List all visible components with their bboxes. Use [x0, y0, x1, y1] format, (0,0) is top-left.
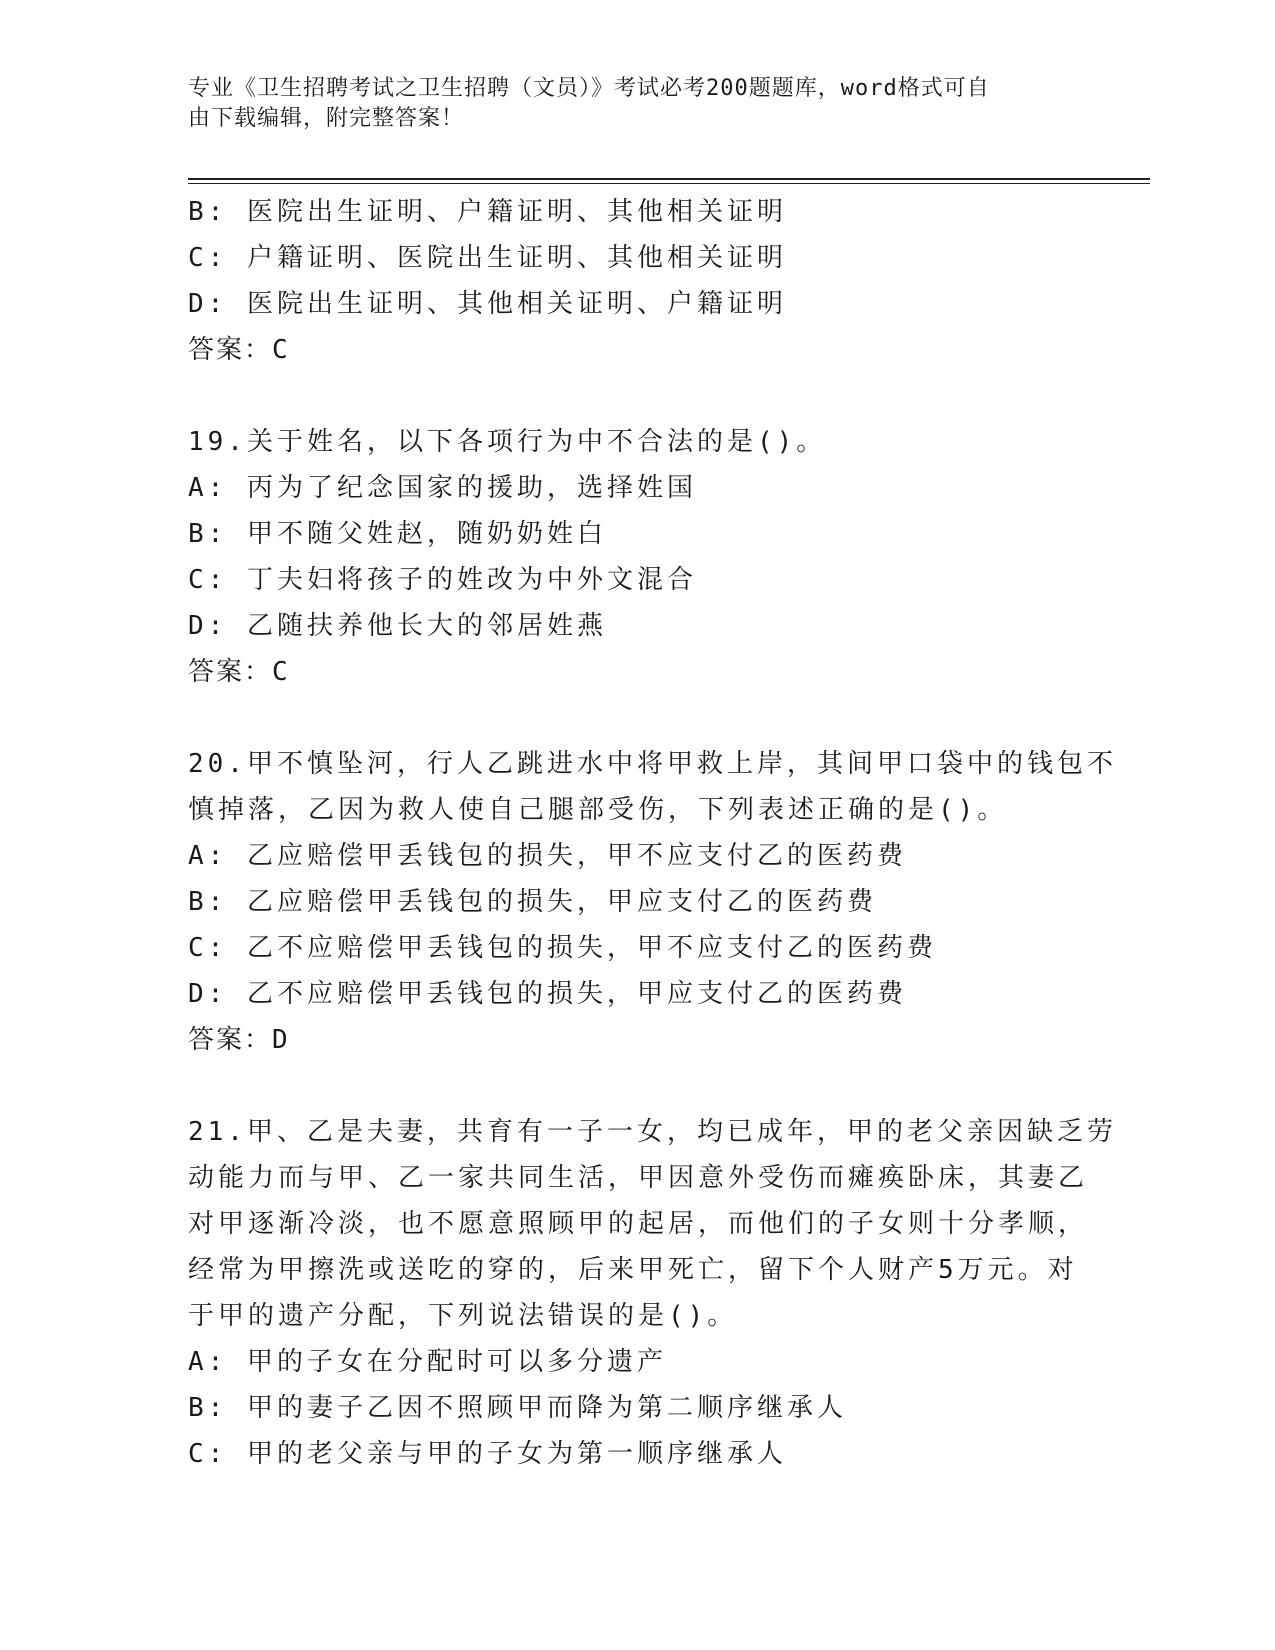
question-stem-line: 对甲逐渐冷淡，也不愿意照顾甲的起居，而他们的子女则十分孝顺，	[188, 1209, 1089, 1239]
option-c: C: 丁夫妇将孩子的姓改为中外文混合	[188, 565, 697, 595]
option-a: A: 甲的子女在分配时可以多分遗产	[188, 1347, 667, 1377]
header-line-2: 由下载编辑，附完整答案！	[188, 106, 465, 131]
header-rule-thin	[188, 183, 1150, 184]
question-18-tail	[188, 189, 1088, 373]
question-stem-line: 动能力而与甲、乙一家共同生活，甲因意外受伤而瘫痪卧床，其妻乙	[188, 1163, 1089, 1193]
document-header	[188, 74, 1088, 134]
question-stem-line: 于甲的遗产分配，下列说法错误的是()。	[188, 1301, 738, 1331]
question-21	[188, 1109, 1117, 1477]
question-19	[188, 419, 1088, 695]
answer-label: 答案：C	[188, 335, 290, 365]
answer-label: 答案：D	[188, 1025, 290, 1055]
option-b: B: 医院出生证明、户籍证明、其他相关证明	[188, 197, 787, 227]
question-stem-line: 19.关于姓名，以下各项行为中不合法的是()。	[188, 427, 827, 457]
answer-label: 答案：C	[188, 657, 290, 687]
option-b: B: 甲的妻子乙因不照顾甲而降为第二顺序继承人	[188, 1393, 847, 1423]
option-c: C: 乙不应赔偿甲丢钱包的损失，甲不应支付乙的医药费	[188, 933, 937, 963]
question-20	[188, 741, 1117, 1063]
option-a: A: 丙为了纪念国家的援助，选择姓国	[188, 473, 697, 503]
option-d: D: 乙不应赔偿甲丢钱包的损失，甲应支付乙的医药费	[188, 979, 907, 1009]
document-body	[188, 189, 1117, 1477]
question-stem-line: 20.甲不慎坠河，行人乙跳进水中将甲救上岸，其间甲口袋中的钱包不	[188, 749, 1117, 779]
option-b: B: 甲不随父姓赵，随奶奶姓白	[188, 519, 607, 549]
header-rule-thick	[188, 178, 1150, 180]
option-b: B: 乙应赔偿甲丢钱包的损失，甲应支付乙的医药费	[188, 887, 877, 917]
option-c: C: 户籍证明、医院出生证明、其他相关证明	[188, 243, 787, 273]
option-d: D: 乙随扶养他长大的邻居姓燕	[188, 611, 607, 641]
option-a: A: 乙应赔偿甲丢钱包的损失，甲不应支付乙的医药费	[188, 841, 907, 871]
option-d: D: 医院出生证明、其他相关证明、户籍证明	[188, 289, 787, 319]
question-stem-line: 经常为甲擦洗或送吃的穿的，后来甲死亡，留下个人财产5万元。对	[188, 1255, 1078, 1285]
question-stem-line: 慎掉落，乙因为救人使自己腿部受伤，下列表述正确的是()。	[188, 795, 1008, 825]
option-c: C: 甲的老父亲与甲的子女为第一顺序继承人	[188, 1439, 787, 1469]
header-line-1: 专业《卫生招聘考试之卫生招聘（文员）》考试必考200题题库，word格式可自	[188, 76, 990, 101]
question-stem-line: 21.甲、乙是夫妻，共育有一子一女，均已成年，甲的老父亲因缺乏劳	[188, 1117, 1117, 1147]
